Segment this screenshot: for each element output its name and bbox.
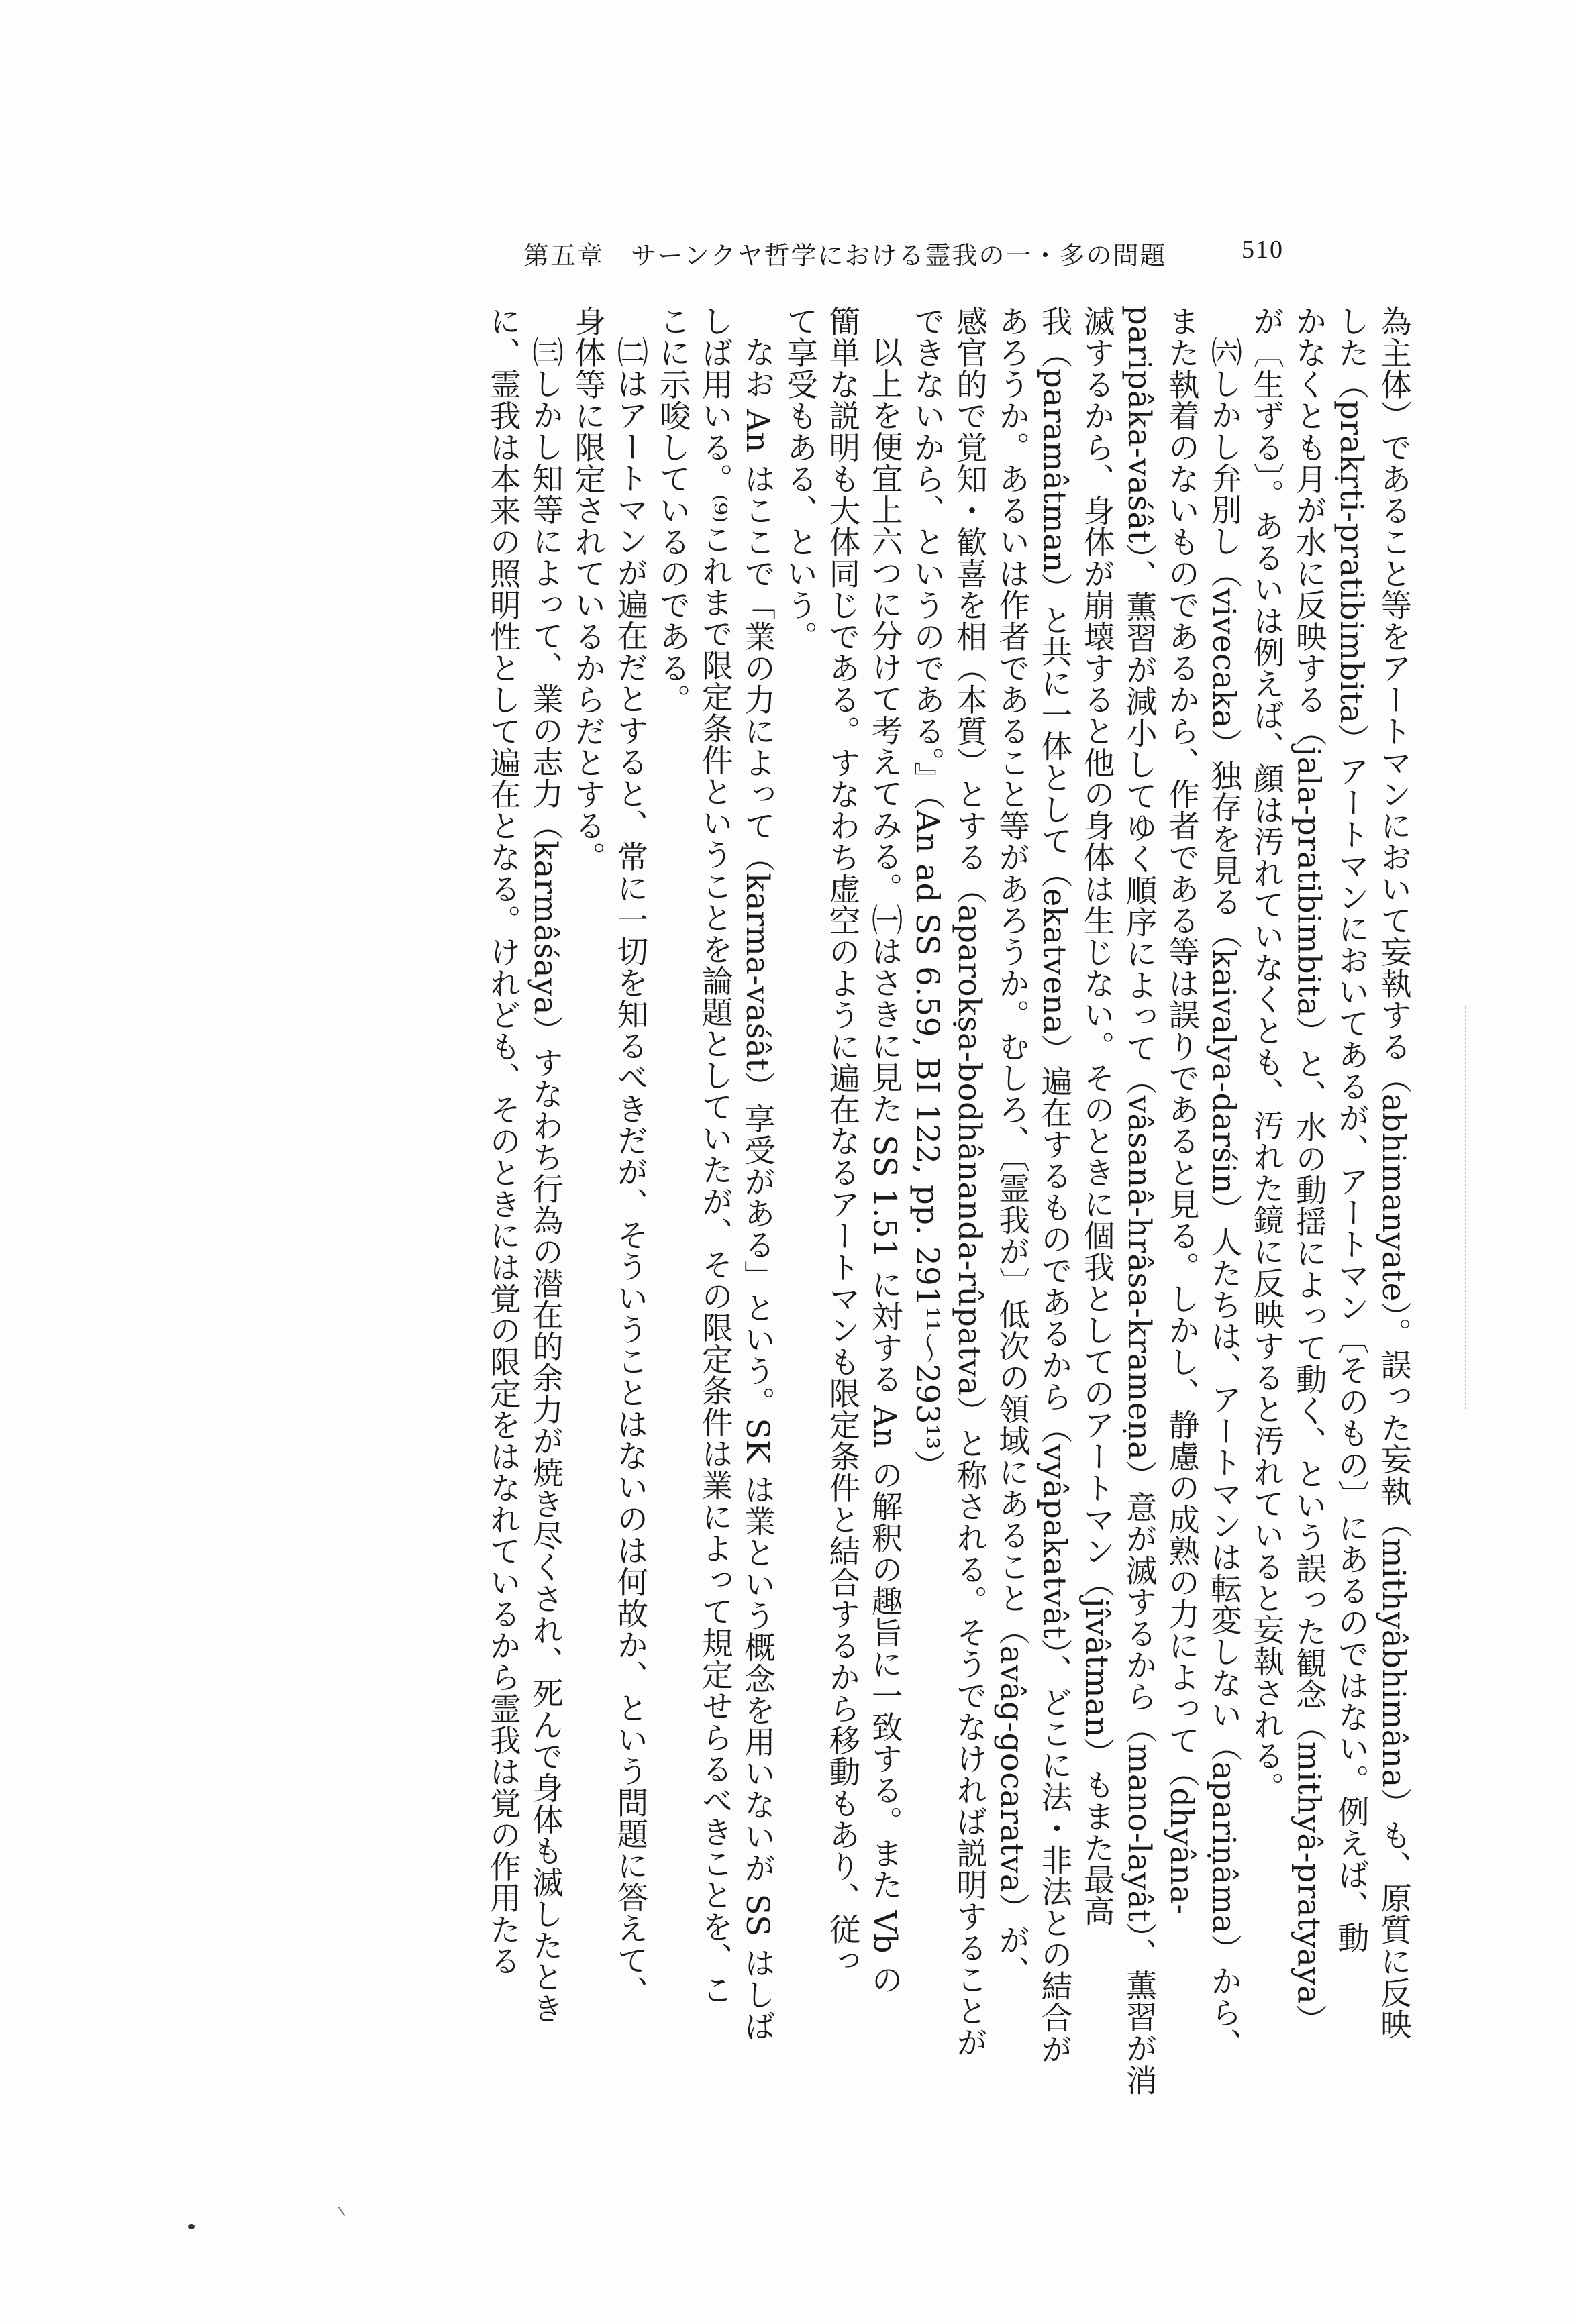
text-line: かなくとも月が水に反映する（jala-pratibimbita）と、水の動揺によって動く、という誤った観念（mithyâ-pratyaya）: [1290, 305, 1327, 2036]
text-line: あろうか。あるいは作者であること等があろうか。むしろ、〔霊我が〕低次の領域にあること（avâg-gocaratva）が、: [994, 305, 1031, 1988]
text-line: paripâka-vaśât）、薫習が減小してゆく順序によって（vâsanâ-hrâsa-krameṇa）意が滅するから（mano-layât）、薫習が消: [1121, 305, 1158, 2096]
running-head: [523, 235, 1329, 275]
text-line: こに示唆しているのである。: [654, 305, 691, 715]
body-text: [99, 305, 1415, 2157]
text-line: できないから、というのである。』（An ad SS 6.59, BI 122, pp. 291¹¹～293¹³）: [909, 305, 946, 1482]
page-number: 510: [1242, 235, 1284, 264]
text-line: ㈢しかし知等によって、業の志力（karmâśaya）すなわち行為の潜在的余力が焼き尽くされ、死んで身体も滅したとき: [527, 336, 564, 2025]
text-line: なお An はここで「業の力によって（karma-vaśât）享受がある」という。SK は業という概念を用いないが SS はしば: [739, 336, 776, 2042]
text-line: 以上を便宜上六つに分けて考えてみる。㈠はさきに見た SS 1.51 に対する An の解釈の趣旨に一致する。また Vb の: [866, 336, 903, 1996]
text-line: 簡単な説明も大体同じである。すなわち虚空のように遍在なるアートマンも限定条件と結合するから移動もあり、従っ: [824, 305, 861, 1976]
text-line: が〔生ずる〕。あるいは例えば、顔は汚れていなくとも、汚れた鏡に反映すると汚れていると妄執される。: [1248, 305, 1285, 1803]
text-line: ㈥しかし弁別し（vivecaka）独存を見る（kaivalya-darśin）人たちは、アートマンは転変しない（apariṇâma）から、: [1206, 336, 1243, 2060]
text-line: また執着のないものであるから、作者である等は誤りであると見る。しかし、静慮の成熟の力によって（dhyâna-: [1163, 305, 1200, 1915]
text-line: しば用いる。⁽⁹⁾これまで限定条件ということを論題としていたが、その限定条件は業によって規定せらるべきことを、こ: [697, 305, 733, 2005]
text-line: 身体等に限定されているからだとする。: [570, 305, 607, 873]
text-line: 為主体）であること等をアートマンにおいて妄執する（abhimanyate）。誤った妄執（mithyâbhimâna）も、原質に反映: [1376, 305, 1412, 2040]
ink-tick: [338, 2207, 346, 2216]
text-line: 滅するから、身体が崩壊すると他の身体は生じない。そのときに個我としてのアートマン（jîvâtman）もまた最高: [1078, 305, 1115, 1927]
ink-dot: [188, 2224, 195, 2229]
chapter-title: 第五章 サーンクヤ哲学における霊我の一・多の問題: [523, 241, 1167, 270]
text-line: した（prakṛti-pratibimbita）アートマンにおいてあるが、アートマン〔そのもの〕にあるのではない。例えば、動: [1333, 305, 1370, 1954]
text-line: 我（paramâtman）と共に一体として（ekatvena）遍在するものであるから（vyâpakatvât）、どこに法・非法との結合が: [1036, 305, 1073, 2065]
text-line: 感官的で覚知・歓喜を相（本質）とする（aparokṣa-bodhânanda-rûpatva）と称される。そうでなければ説明することが: [951, 305, 988, 2058]
margin-dotted-line: [1465, 1006, 1468, 1409]
text-line: に、霊我は本来の照明性として遍在となる。けれども、そのときには覚の限定をはなれているから霊我は覚の作用たる: [485, 305, 521, 1976]
text-line: ㈡はアートマンが遍在だとすると、常に一切を知るべきだが、そういうことはないのは何故か、という問題に答えて、: [612, 336, 649, 2007]
text-line: て享受もある、という。: [782, 305, 819, 652]
